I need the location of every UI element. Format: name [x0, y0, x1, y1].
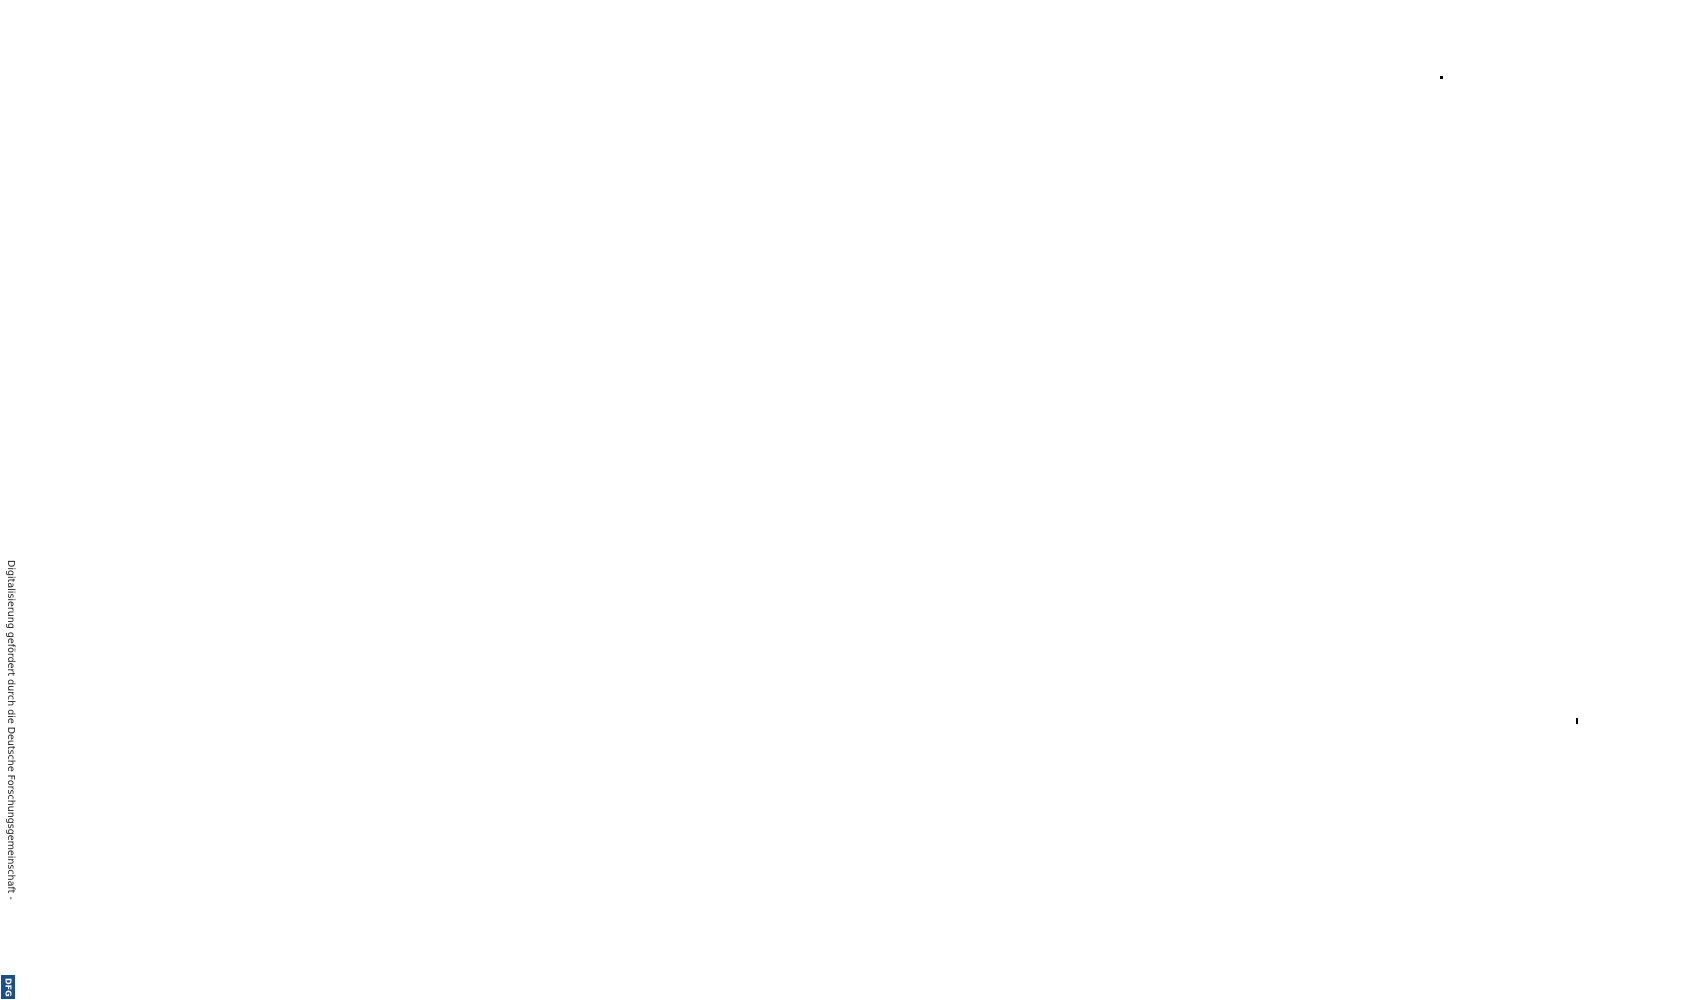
scan-speck: [1440, 76, 1443, 79]
digitization-credit: Digitalisierung gefördert durch die Deutsche Forschungsgemeinschaft -: [5, 560, 16, 900]
digitization-credit-strip: [0, 0, 18, 1000]
signature-mark: [135, 980, 164, 1000]
dfg-logo-icon: DFG: [1, 975, 15, 999]
scanned-page: [95, 980, 1615, 1000]
page-content: [95, 980, 1615, 1000]
scan-speck: [1576, 718, 1578, 724]
